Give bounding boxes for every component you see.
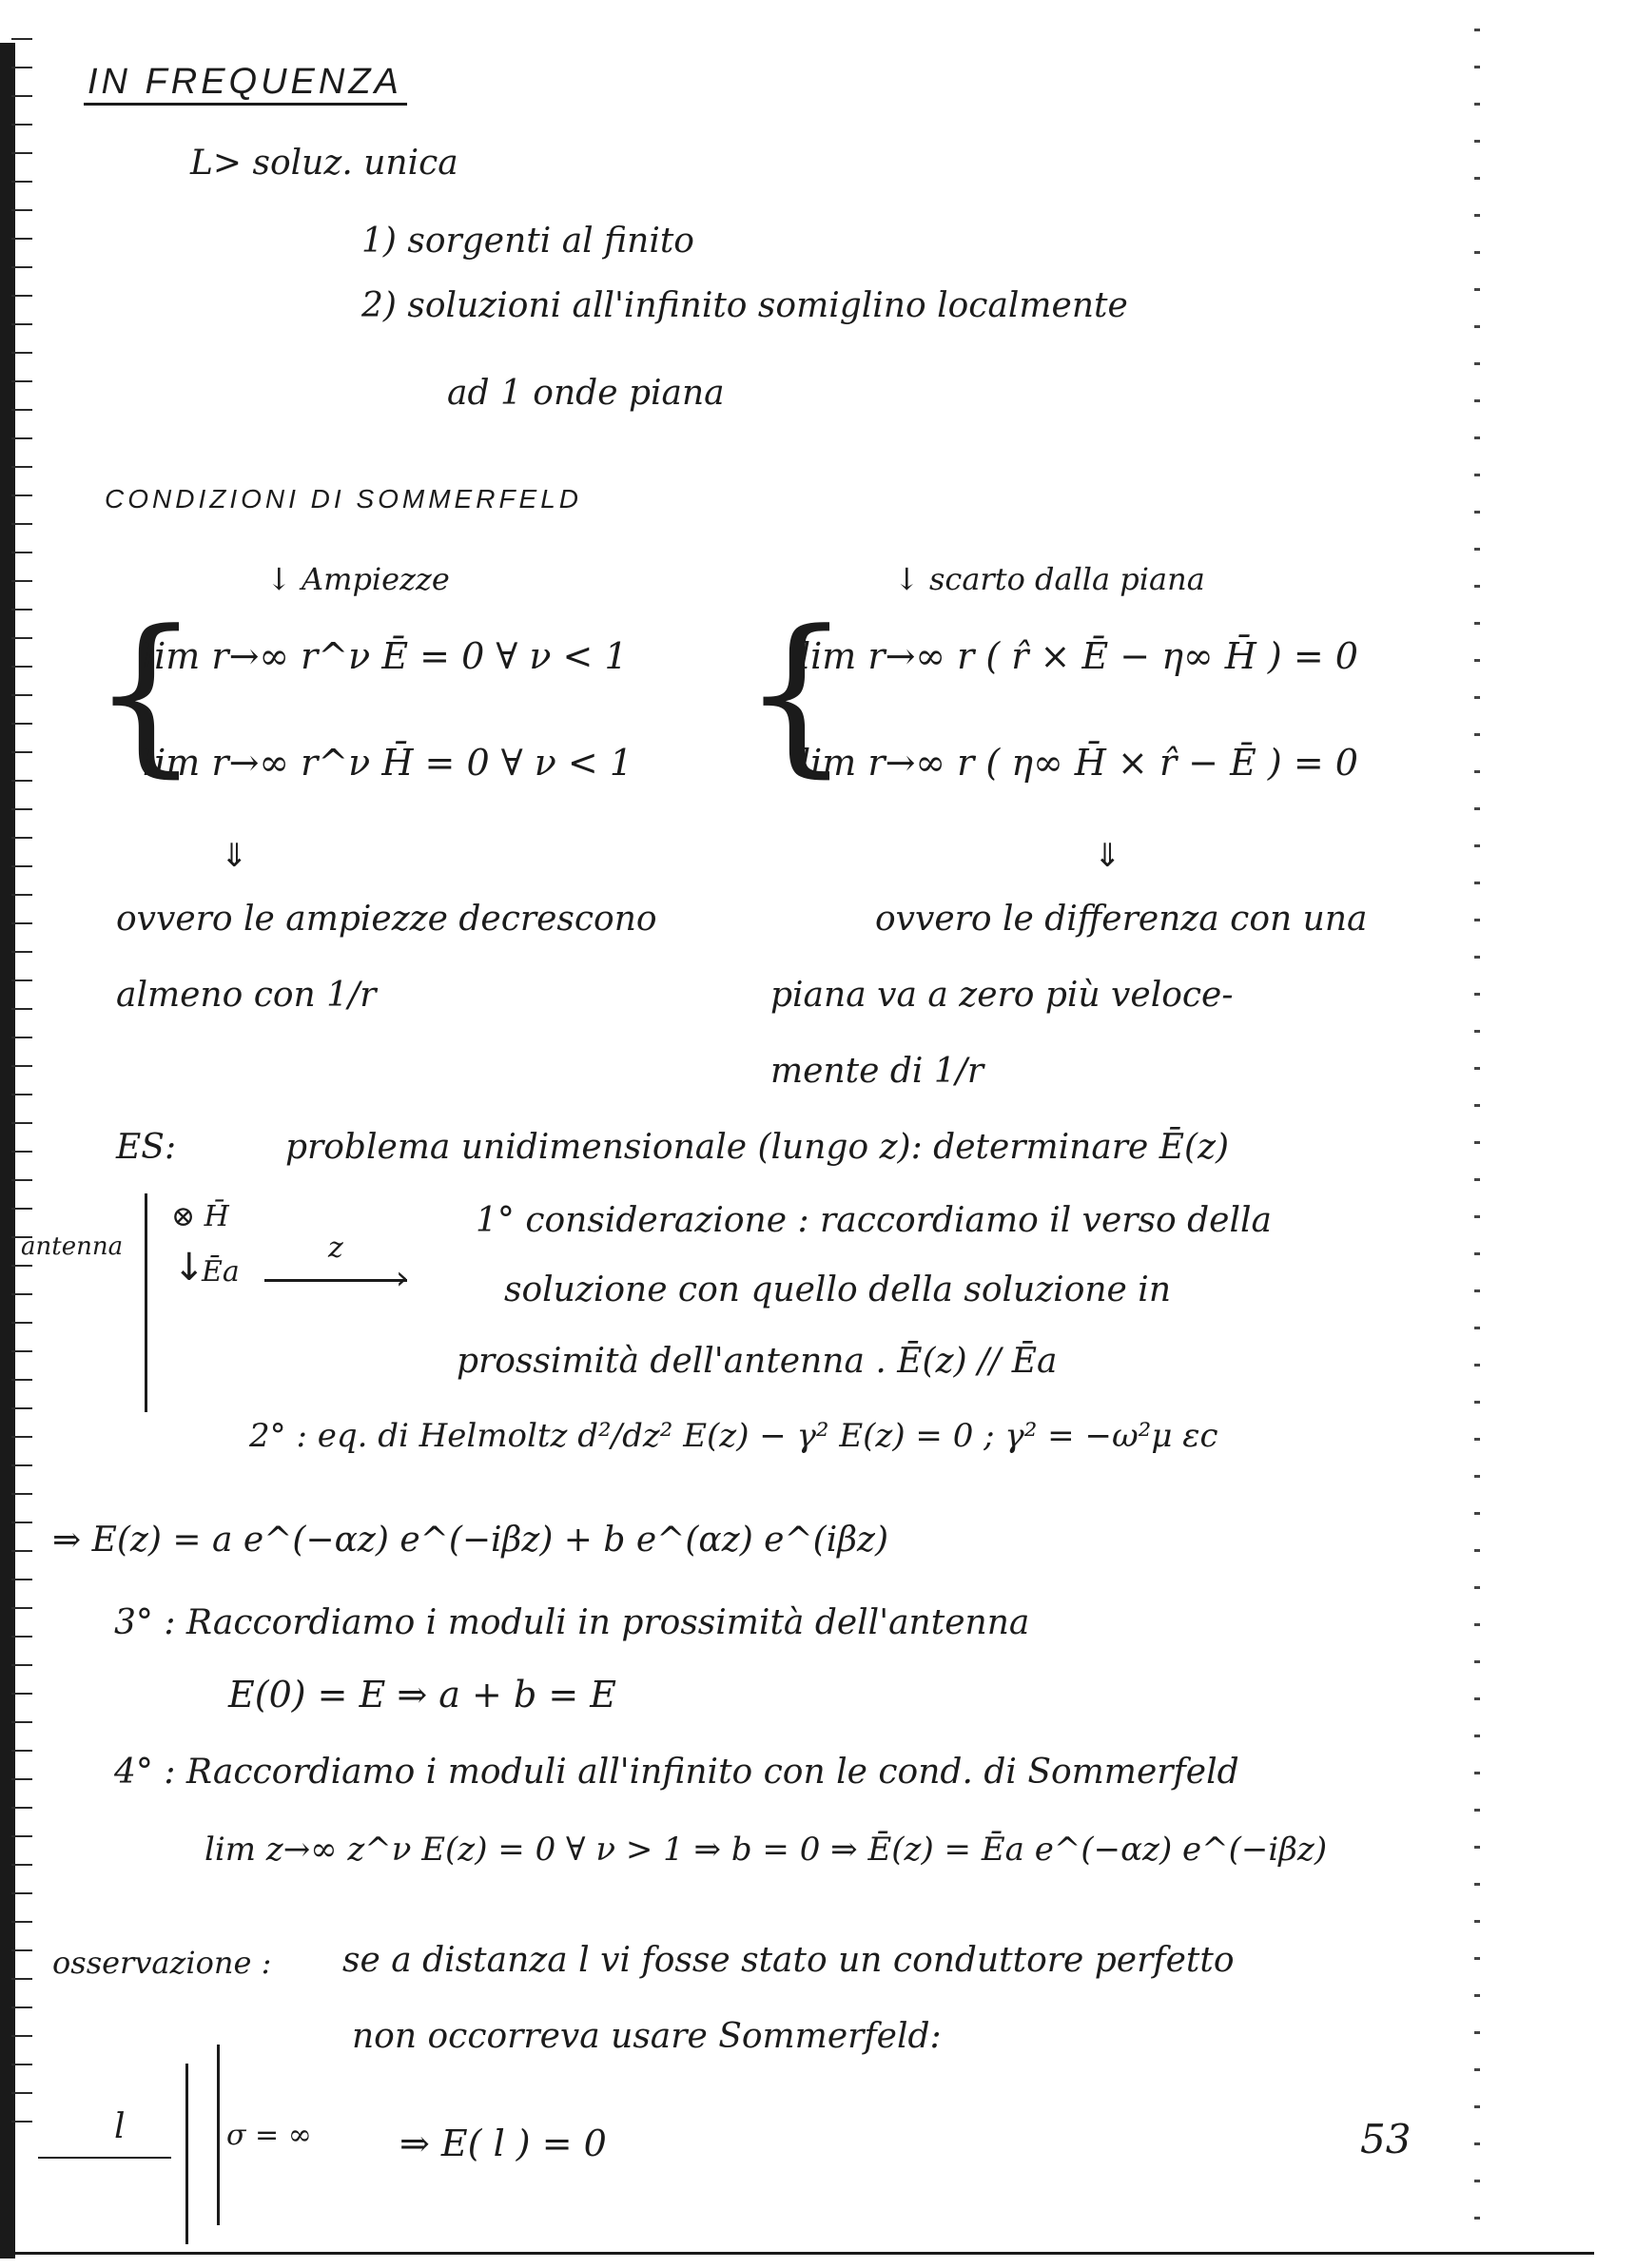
right-note-1: ovvero le differenza con una: [875, 900, 1368, 939]
observation-text-2: non occorreva usare Sommerfeld:: [352, 2017, 942, 2056]
right-condition-2: lim r→∞ r ( η∞ H̄ × r̂ − Ē ) = 0: [799, 742, 1358, 784]
left-condition-h: lim r→∞ r^ν H̄ = 0 ∀ ν < 1: [143, 742, 633, 784]
title-underline: [84, 103, 407, 106]
example-label: ES:: [116, 1128, 177, 1167]
e-field-arrow-icon: ↓: [173, 1246, 205, 1289]
step-1-line-a: 1° considerazione : raccordiamo il verso della: [476, 1201, 1272, 1240]
step-3-equation: E(0) = E ⇒ a + b = E: [228, 1674, 617, 1716]
left-note-1: ovvero le ampiezze decrescono: [116, 900, 657, 939]
observation-text-1: se a distanza l vi fosse stato un conduttore perfetto: [342, 1941, 1235, 1980]
z-axis-line: [264, 1279, 407, 1282]
left-note-2: almeno con 1/r: [116, 976, 377, 1015]
left-condition-e: lim r→∞ r^ν Ē = 0 ∀ ν < 1: [143, 635, 628, 677]
e-field-symbol: Ēa: [202, 1255, 240, 1289]
distance-l-label: l: [114, 2107, 126, 2146]
left-ruler-ticks: [11, 38, 32, 2263]
intro-item-1: 1) sorgenti al finito: [361, 222, 694, 261]
h-field-symbol: ⊗ H̄: [171, 1200, 229, 1233]
right-ruler-ticks: [1474, 29, 1484, 2216]
antenna-line: [145, 1193, 147, 1412]
conductor-right-edge: [217, 2045, 220, 2225]
right-implies-arrow: ⇓: [1094, 837, 1121, 875]
right-brace: {: [742, 594, 851, 793]
step-2-helmholtz: 2° : eq. di Helmoltz d²/dz² E(z) − γ² E(z) = 0 ; γ² = −ω²μ εc: [249, 1417, 1218, 1455]
intro-item-2-cont: ad 1 onde piana: [447, 374, 725, 413]
left-brace: {: [91, 594, 201, 793]
sigma-infinity: σ = ∞: [226, 2119, 312, 2152]
left-implies-arrow: ⇓: [221, 837, 248, 875]
bottom-border: [15, 2252, 1594, 2255]
step-3: 3° : Raccordiamo i moduli in prossimità dell'antenna: [114, 1603, 1030, 1642]
intro-item-2: 2) soluzioni all'infinito somiglino localmente: [361, 286, 1128, 325]
amplitude-label: ↓ Ampiezze: [266, 561, 450, 597]
conductor-left-edge: [185, 2064, 188, 2244]
observation-label: osservazione :: [52, 1945, 272, 1981]
antenna-label: antenna: [21, 1232, 124, 1261]
right-note-2: piana va a zero più veloce-: [770, 976, 1234, 1015]
intro-lead: L> soluz. unica: [190, 144, 458, 183]
z-axis-label: z: [328, 1231, 343, 1265]
page-number: 53: [1360, 2116, 1412, 2162]
general-solution: ⇒ E(z) = a e^(−αz) e^(−iβz) + b e^(αz) e^(iβz): [52, 1521, 889, 1560]
step-4-equation: lim z→∞ z^ν E(z) = 0 ∀ ν > 1 ⇒ b = 0 ⇒ Ē(z) = Ēa e^(−αz) e^(−iβz): [204, 1831, 1328, 1869]
distance-line: [38, 2157, 171, 2159]
z-axis-arrow-icon: ›: [396, 1259, 409, 1297]
page-title: IN FREQUENZA: [88, 62, 402, 102]
step-4: 4° : Raccordiamo i moduli all'infinito con le cond. di Sommerfeld: [114, 1753, 1239, 1792]
example-problem: problema unidimensionale (lungo z): determinare Ē(z): [285, 1128, 1230, 1167]
step-1-line-c: prossimità dell'antenna . Ē(z) // Ēa: [457, 1342, 1058, 1381]
right-condition-1: lim r→∞ r ( r̂ × Ē − η∞ H̄ ) = 0: [799, 635, 1358, 677]
right-note-3: mente di 1/r: [770, 1052, 984, 1091]
plane-deviation-label: ↓ scarto dalla piana: [894, 561, 1205, 597]
boundary-equation: ⇒ E( l ) = 0: [399, 2123, 607, 2164]
sommerfeld-heading: CONDIZIONI DI SOMMERFELD: [105, 484, 583, 514]
step-1-line-b: soluzione con quello della soluzione in: [504, 1270, 1171, 1309]
